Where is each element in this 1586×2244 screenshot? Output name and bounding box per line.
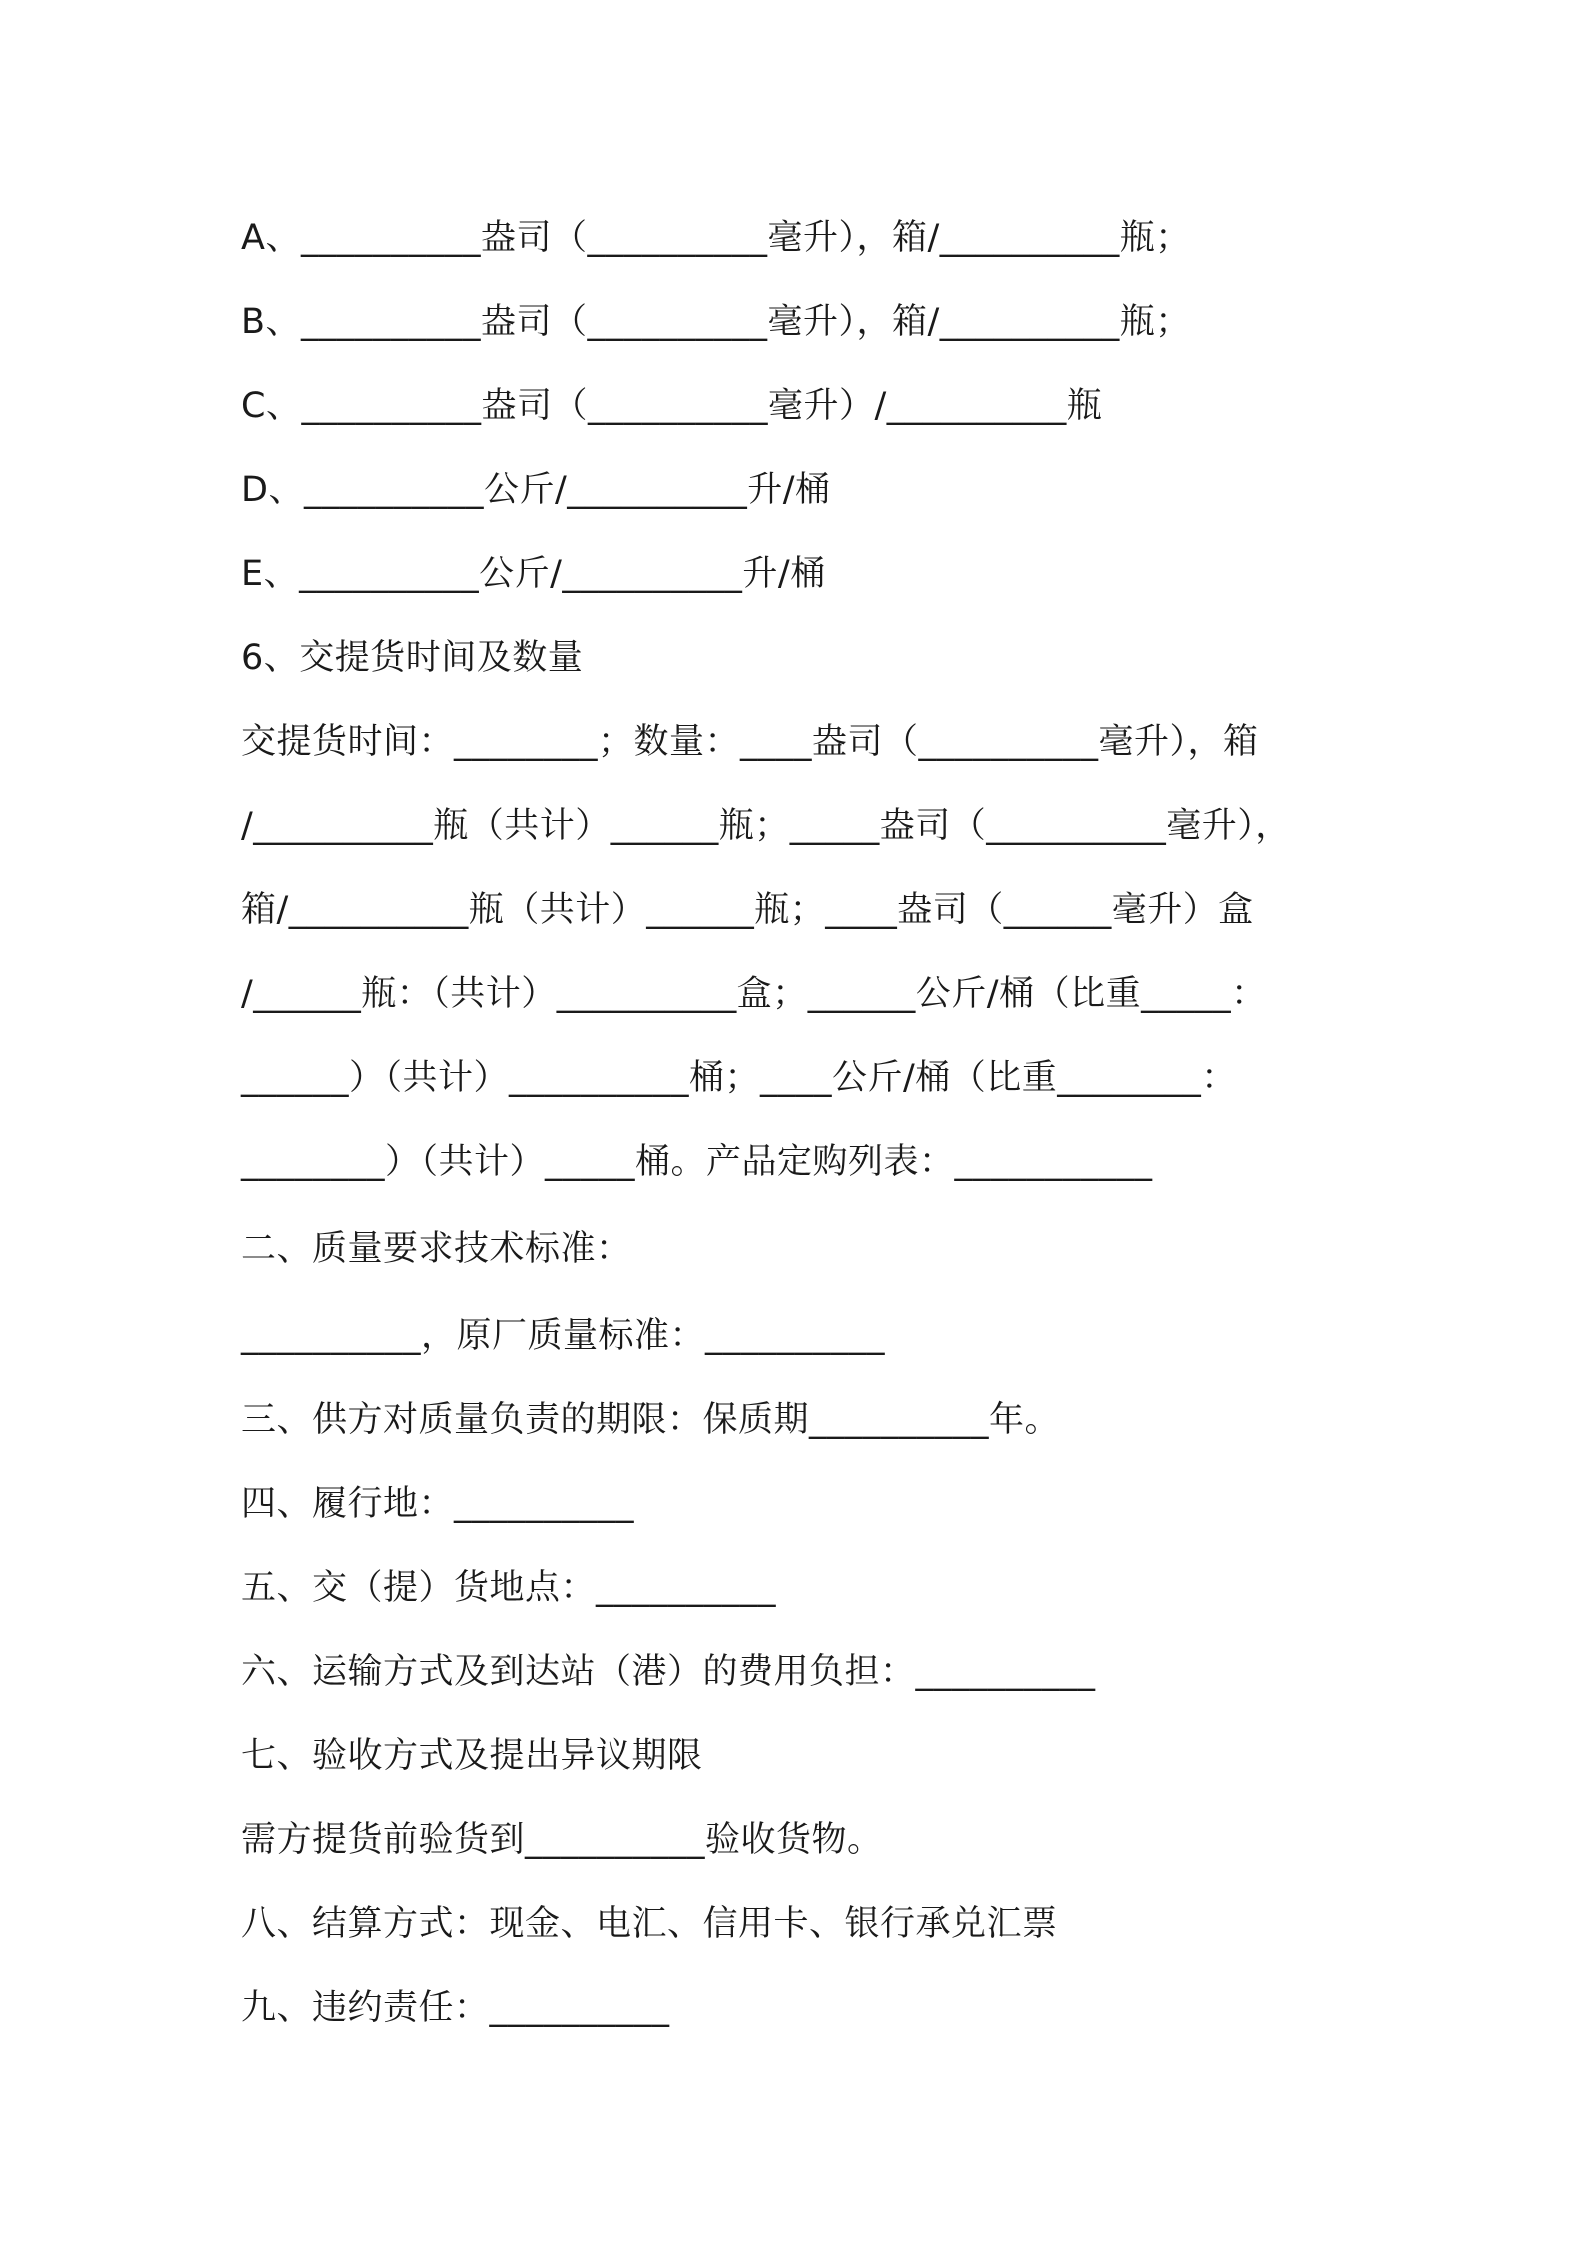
spec-line-a: A、__________盎司（__________毫升），箱/__________瓶； bbox=[241, 218, 1191, 258]
delivery-paragraph-line: /______瓶：（共计）__________盒；______公斤/桶（比重_____： bbox=[241, 974, 1267, 1014]
delivery-paragraph-line: ________）（共计）_____桶。产品定购列表：___________ bbox=[241, 1142, 1153, 1182]
quality-standard-heading: 二、质量要求技术标准： bbox=[241, 1229, 632, 1269]
spec-line-d: D、__________公斤/__________升/桶 bbox=[241, 470, 831, 510]
spec-line-c: C、__________盎司（__________毫升）/__________瓶 bbox=[241, 386, 1103, 426]
section-6-heading: 6、交提货时间及数量 bbox=[241, 638, 584, 678]
acceptance-heading: 七、验收方式及提出异议期限 bbox=[241, 1736, 703, 1776]
performance-place-line: 四、履行地：__________ bbox=[241, 1484, 635, 1524]
delivery-paragraph-line: 交提货时间：________；数量：____盎司（__________毫升），箱 bbox=[241, 722, 1259, 762]
spec-line-e: E、__________公斤/__________升/桶 bbox=[241, 554, 826, 594]
breach-liability-line: 九、违约责任：__________ bbox=[241, 1988, 670, 2028]
delivery-location-line: 五、交（提）货地点：__________ bbox=[241, 1568, 777, 1608]
transport-cost-line: 六、运输方式及到达站（港）的费用负担：__________ bbox=[241, 1652, 1096, 1692]
acceptance-line: 需方提货前验货到__________验收货物。 bbox=[241, 1820, 883, 1860]
delivery-paragraph-line: ______）（共计）__________桶；____公斤/桶（比重________： bbox=[241, 1058, 1237, 1098]
warranty-period-line: 三、供方对质量负责的期限：保质期__________年。 bbox=[241, 1400, 1061, 1440]
delivery-paragraph-line: 箱/__________瓶（共计）______瓶；____盎司（______毫升）盒 bbox=[241, 890, 1254, 930]
spec-line-b: B、__________盎司（__________毫升），箱/__________瓶； bbox=[241, 302, 1191, 342]
quality-standard-line: __________，原厂质量标准：__________ bbox=[241, 1316, 886, 1356]
document-body bbox=[241, 196, 1361, 2050]
delivery-paragraph-line: /__________瓶（共计）______瓶；_____盎司（__________毫升）， bbox=[241, 806, 1291, 846]
settlement-method-line: 八、结算方式：现金、电汇、信用卡、银行承兑汇票 bbox=[241, 1904, 1058, 1944]
